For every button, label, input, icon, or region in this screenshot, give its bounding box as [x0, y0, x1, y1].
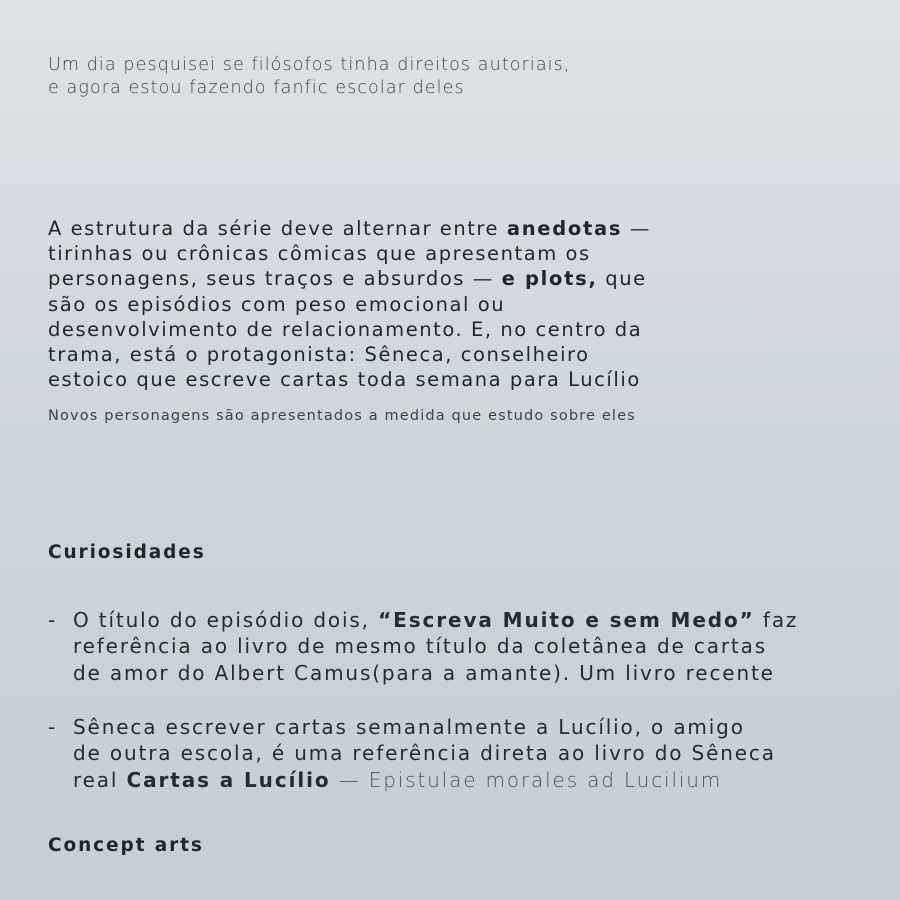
item-line: de outra escola, é uma referência direta ao livro do Sêneca — [73, 741, 776, 766]
text-run: — — [622, 217, 651, 240]
paragraph-line: tirinhas ou crônicas cômicas que apresentam os — [48, 242, 591, 266]
bold-term-anedotas: anedotas — [506, 217, 623, 240]
item-line — [73, 767, 776, 793]
paragraph-line — [48, 266, 651, 291]
curiosity-text — [73, 607, 798, 686]
intro-line: Um dia pesquisei se filósofos tinha direitos autoriais, — [48, 55, 571, 75]
intro-line: e agora estou fazendo fanfic escolar deles — [48, 78, 465, 98]
text-run: A estrutura da série deve alternar entre — [48, 217, 507, 240]
item-line — [73, 607, 798, 633]
item-line: de amor do Albert Camus(para a amante). Um livro recente — [73, 660, 775, 685]
concept-arts-heading: Concept arts — [48, 835, 204, 856]
latin-title: Epistulae morales ad Lucilium — [368, 767, 723, 792]
text-run: O título do episódio dois, — [73, 608, 379, 632]
curiosidades-heading: Curiosidades — [48, 542, 206, 563]
paragraph-line — [48, 216, 651, 241]
text-run: personagens, seus traços e absurdos — — [48, 267, 502, 291]
bullet-dash: - — [48, 715, 58, 739]
item-line: referência ao livro de mesmo título da coletânea de cartas — [73, 634, 767, 659]
text-run: real — [73, 767, 127, 792]
paragraph-line: são os episódios com peso emocional ou — [48, 292, 506, 316]
bullet-dash: - — [48, 608, 58, 632]
paragraph-line: estoico que escreve cartas toda semana para Lucílio — [48, 368, 641, 392]
text-run: — — [330, 767, 369, 792]
bold-term-plots: e plots, — [501, 267, 598, 291]
text-run: faz — [754, 608, 799, 632]
text-run: que — [597, 267, 647, 291]
characters-note: Novos personagens são apresentados a medida que estudo sobre eles — [48, 408, 636, 424]
item-line: Sêneca escrever cartas semanalmente a Lucílio, o amigo — [73, 715, 745, 739]
paragraph-line: trama, está o protagonista: Sêneca, conselheiro — [48, 343, 590, 367]
intro-text — [48, 54, 571, 100]
series-structure-paragraph — [48, 216, 651, 392]
curiosity-text — [73, 714, 776, 793]
book-title: Cartas a Lucílio — [126, 767, 331, 792]
paragraph-line: desenvolvimento de relacionamento. E, no centro da — [48, 317, 643, 341]
episode-title: “Escreva Muito e sem Medo” — [378, 608, 755, 632]
